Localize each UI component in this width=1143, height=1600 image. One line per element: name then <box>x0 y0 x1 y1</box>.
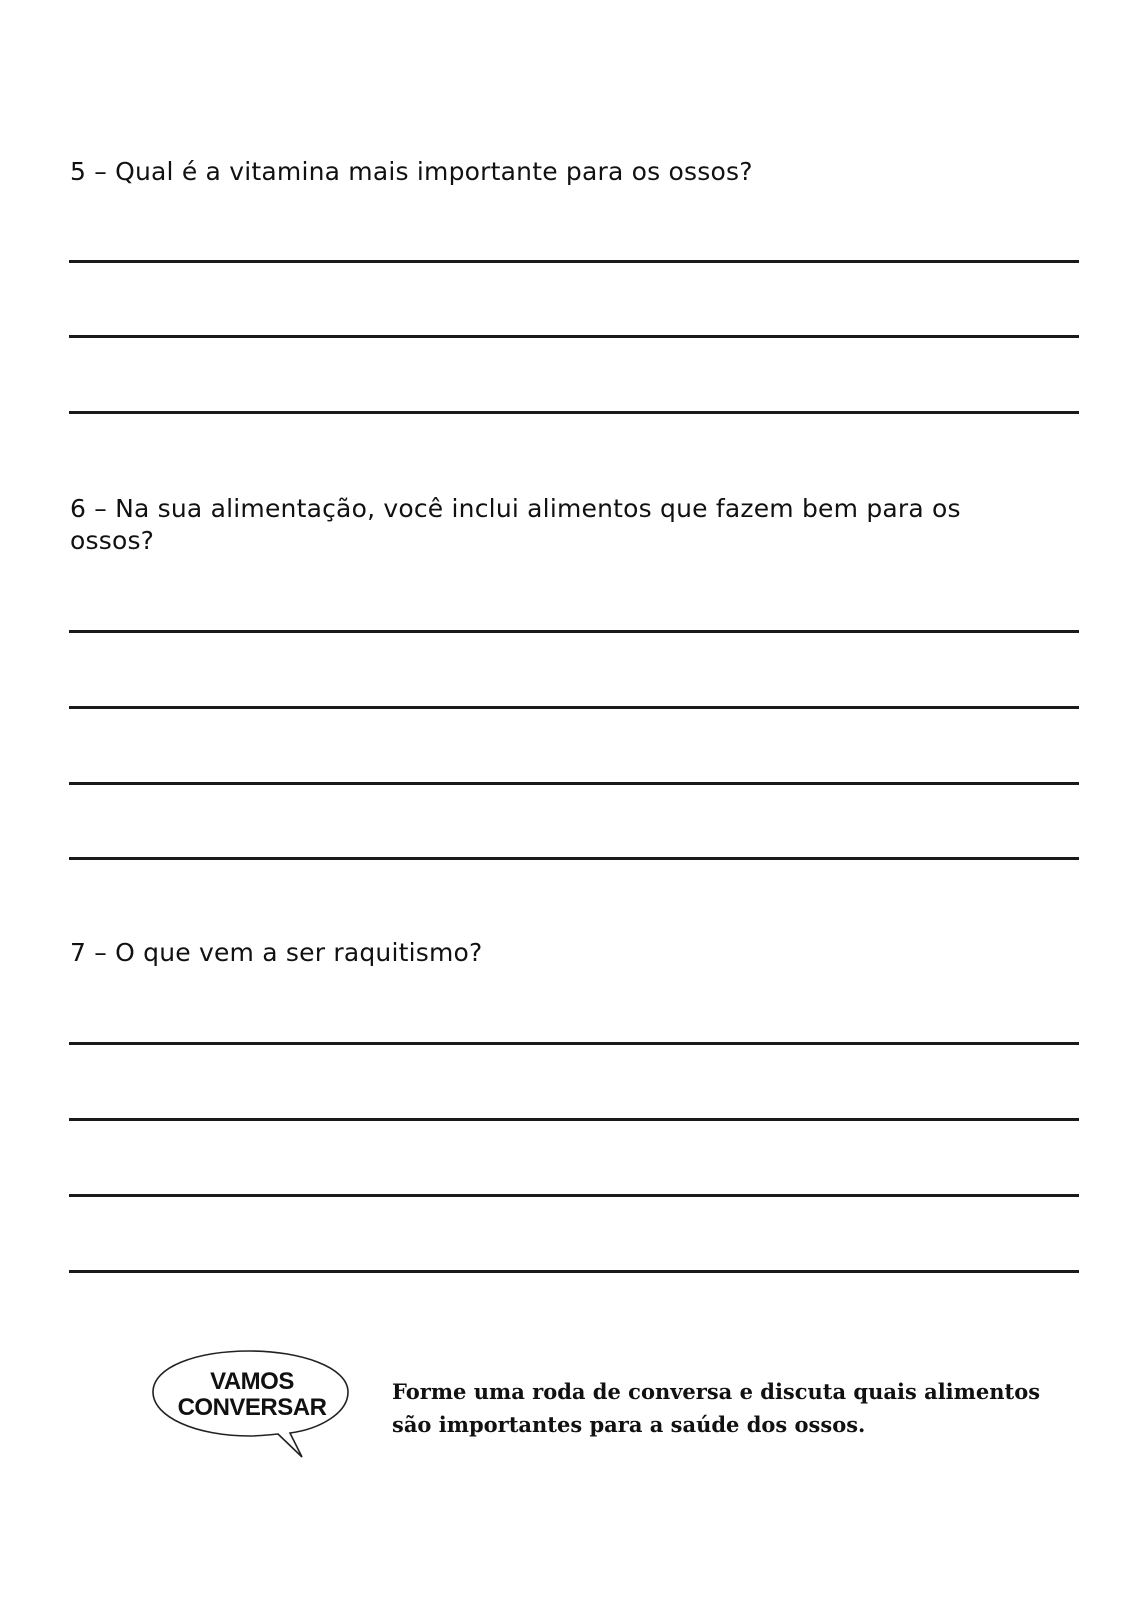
bubble-label-line1: VAMOS <box>210 1368 294 1395</box>
answer-line[interactable] <box>69 706 1079 709</box>
instruction-line2: são importantes para a saúde dos ossos. <box>392 1412 866 1437</box>
question-5: 5 – Qual é a vitamina mais importante para os ossos? <box>70 157 753 186</box>
answer-line[interactable] <box>69 782 1079 785</box>
answer-line[interactable] <box>69 1042 1079 1045</box>
speech-bubble-icon <box>150 1345 350 1460</box>
answer-line[interactable] <box>69 630 1079 633</box>
answer-line[interactable] <box>69 1118 1079 1121</box>
answer-line[interactable] <box>69 1194 1079 1197</box>
discussion-instruction <box>392 1375 1041 1441</box>
answer-line[interactable] <box>69 857 1079 860</box>
answer-line[interactable] <box>69 411 1079 414</box>
bubble-label-line2: CONVERSAR <box>177 1394 327 1421</box>
question-6: 6 – Na sua alimentação, você inclui alimentos que fazem bem para os ossos? <box>70 494 961 555</box>
answer-line[interactable] <box>69 335 1079 338</box>
bubble-label <box>158 1369 346 1421</box>
answer-line[interactable] <box>69 1270 1079 1273</box>
answer-line[interactable] <box>69 260 1079 263</box>
question-7: 7 – O que vem a ser raquitismo? <box>70 938 483 967</box>
instruction-line1: Forme uma roda de conversa e discuta quais alimentos <box>392 1379 1041 1404</box>
